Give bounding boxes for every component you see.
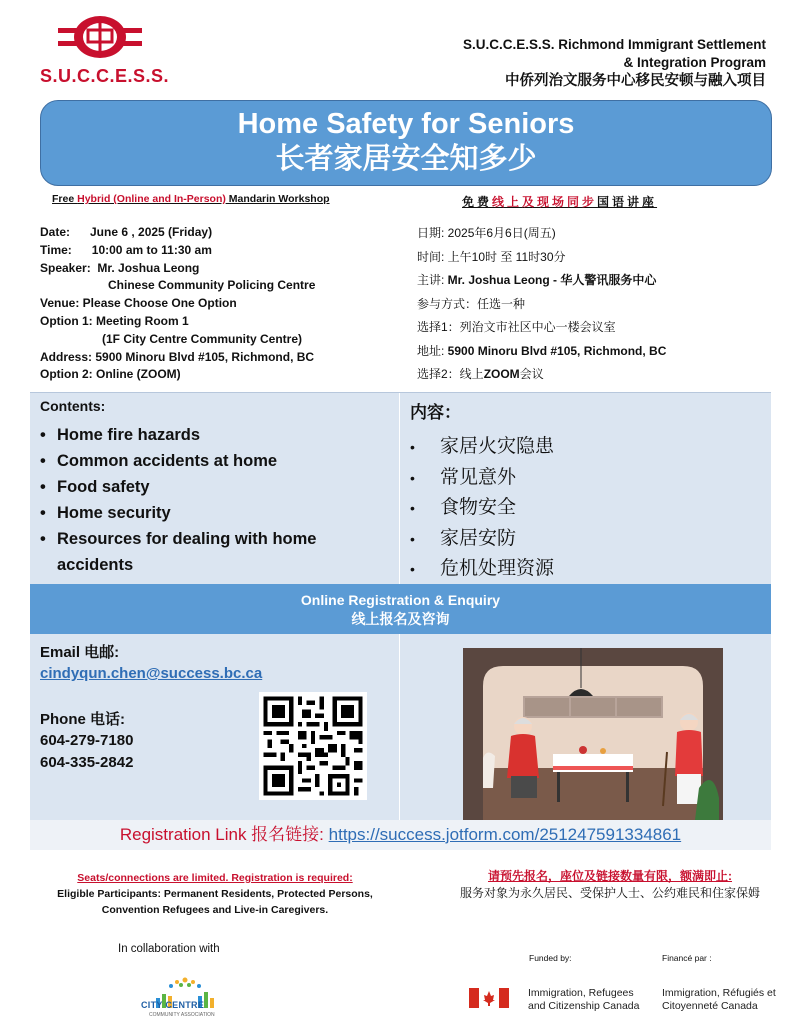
contents-list-en: [40, 422, 370, 578]
list-item: • 危机处理资源: [410, 554, 740, 585]
event-details-zh: [417, 222, 777, 387]
notice-en: [40, 870, 390, 918]
title-en: Home Safety for Seniors: [237, 108, 575, 140]
option1-en: Option 1: Meeting Room 1: [40, 313, 189, 328]
email-label: Email 电邮:: [40, 644, 120, 661]
contents-title-zh: 内容：: [410, 403, 461, 422]
address-zh-label: 地址:: [417, 343, 448, 358]
panel-divider: [399, 393, 400, 584]
subtitle-zh-rest: 国语讲座: [597, 195, 658, 209]
event-details-en: [40, 224, 400, 384]
phone-numbers: [40, 730, 133, 774]
subtitle-zh-free: 免费: [462, 195, 493, 209]
speaker-zh-name: Mr. Joshua Leong - 华人警讯服务中心: [447, 273, 657, 287]
city-centre-name: CITY CENTRE: [141, 1000, 205, 1010]
registration-bar-en: Online Registration & Enquiry: [300, 592, 501, 608]
qr-code-icon[interactable]: [259, 692, 367, 800]
org-line-1: S.U.C.C.E.S.S. Richmond Immigrant Settlement: [462, 37, 766, 52]
contents-list-zh: [410, 432, 740, 585]
list-item: • Food safety: [40, 474, 370, 500]
option2-zh-zoom: ZOOM: [483, 367, 520, 381]
list-item: • Home security: [40, 500, 370, 526]
funded-by-label: Funded by:: [529, 953, 572, 963]
subtitle-free: Free: [52, 193, 78, 205]
speaker-en: Speaker: Mr. Joshua Leong: [40, 260, 200, 275]
list-item: • Home fire hazards: [40, 422, 370, 448]
registration-link-label: Registration Link 报名链接:: [119, 825, 329, 844]
email-link[interactable]: cindyqun.chen@success.bc.ca: [40, 665, 263, 682]
date-en: Date: June 6 , 2025 (Friday): [40, 225, 213, 239]
list-item: • 食物安全: [410, 493, 740, 524]
option2-zh: [417, 363, 777, 387]
time-en: Time: 10:00 am to 11:30 am: [40, 242, 212, 257]
title-banner: [40, 100, 772, 186]
notice-en-eligible: Eligible Participants: Permanent Residents, Protected Persons, Convention Refugees and Live-in Caregivers.: [57, 888, 373, 916]
list-item: • Resources for dealing with home accidents: [40, 526, 370, 578]
speaker-zh: [417, 269, 777, 293]
subtitle-zh: [462, 193, 657, 210]
option1-place-en: (1F City Centre Community Centre): [102, 331, 303, 346]
speaker-org-en: Chinese Community Policing Centre: [108, 278, 316, 293]
address-zh: [417, 340, 777, 364]
seniors-kitchen-illustration: [463, 648, 723, 820]
success-logo-icon: [58, 14, 142, 60]
phone-label: Phone 电话:: [40, 711, 125, 728]
contact-divider: [399, 634, 400, 820]
registration-bar-zh: 线上报名及咨询: [351, 611, 450, 627]
option2-zh-pre: 选择2：线上: [417, 367, 484, 381]
mode-zh: 参与方式：任选一种: [417, 296, 526, 311]
ircc-fr: Immigration, Réfugiés et Citoyenneté Canada: [662, 987, 776, 1012]
date-zh: 日期: 2025年6月6日(周五): [417, 226, 556, 240]
venue-en: Venue: Please Choose One Option: [40, 296, 237, 311]
subtitle-workshop: Mandarin Workshop: [225, 193, 330, 205]
option2-zh-post: 会议: [519, 367, 544, 381]
list-item: • 家居安防: [410, 524, 740, 555]
list-item: • 常见意外: [410, 463, 740, 494]
address-en: Address: 5900 Minoru Blvd #105, Richmond, BC: [40, 349, 315, 364]
organization-header: [346, 36, 766, 90]
list-item: • Common accidents at home: [40, 448, 370, 474]
registration-link[interactable]: https://success.jotform.com/251247591334861: [328, 825, 682, 844]
org-line-3: 中侨列治文服务中心移民安顿与融入项目: [505, 73, 766, 89]
option2-en: Option 2: Online (ZOOM): [40, 367, 181, 382]
phone-2: 604-335-2842: [40, 754, 134, 771]
org-line-2: & Integration Program: [623, 55, 766, 70]
notice-zh: [440, 868, 780, 901]
registration-link-row: [30, 820, 771, 850]
time-zh: 时间: 上午10时 至 11时30分: [417, 249, 566, 264]
canada-flag-icon: [469, 988, 509, 1008]
registration-bar: [30, 584, 771, 634]
collaboration-text: In collaboration with: [118, 943, 220, 955]
address-zh-value: 5900 Minoru Blvd #105, Richmond, BC: [447, 343, 667, 358]
speaker-zh-label: 主讲:: [417, 273, 448, 287]
subtitle-hybrid: Hybrid (Online and In-Person): [77, 193, 226, 205]
logo-text: S.U.C.C.E.S.S.: [40, 66, 170, 86]
notice-en-limited: Seats/connections are limited. Registration is required:: [77, 872, 353, 884]
title-zh: 长者家居安全知多少: [275, 143, 537, 175]
subtitle-zh-hybrid: 线上及现场同步: [492, 195, 598, 209]
subtitle-en: [52, 193, 330, 205]
notice-zh-eligible: 服务对象为永久居民、受保护人士、公约难民和住家保姆: [459, 885, 760, 900]
option1-zh: 选择1：列治文市社区中心一楼会议室: [417, 320, 616, 334]
list-item: • 家居火灾隐患: [410, 432, 740, 463]
phone-1: 604-279-7180: [40, 732, 134, 749]
contents-title-en: Contents:: [40, 398, 106, 414]
city-centre-sub: COMMUNITY ASSOCIATION: [149, 1012, 215, 1018]
notice-zh-limited: 请预先报名，座位及链接数量有限，额满即止:: [488, 869, 732, 883]
ircc-en: Immigration, Refugees and Citizenship Canada: [528, 987, 640, 1012]
finance-par-label: Financé par :: [662, 953, 712, 963]
